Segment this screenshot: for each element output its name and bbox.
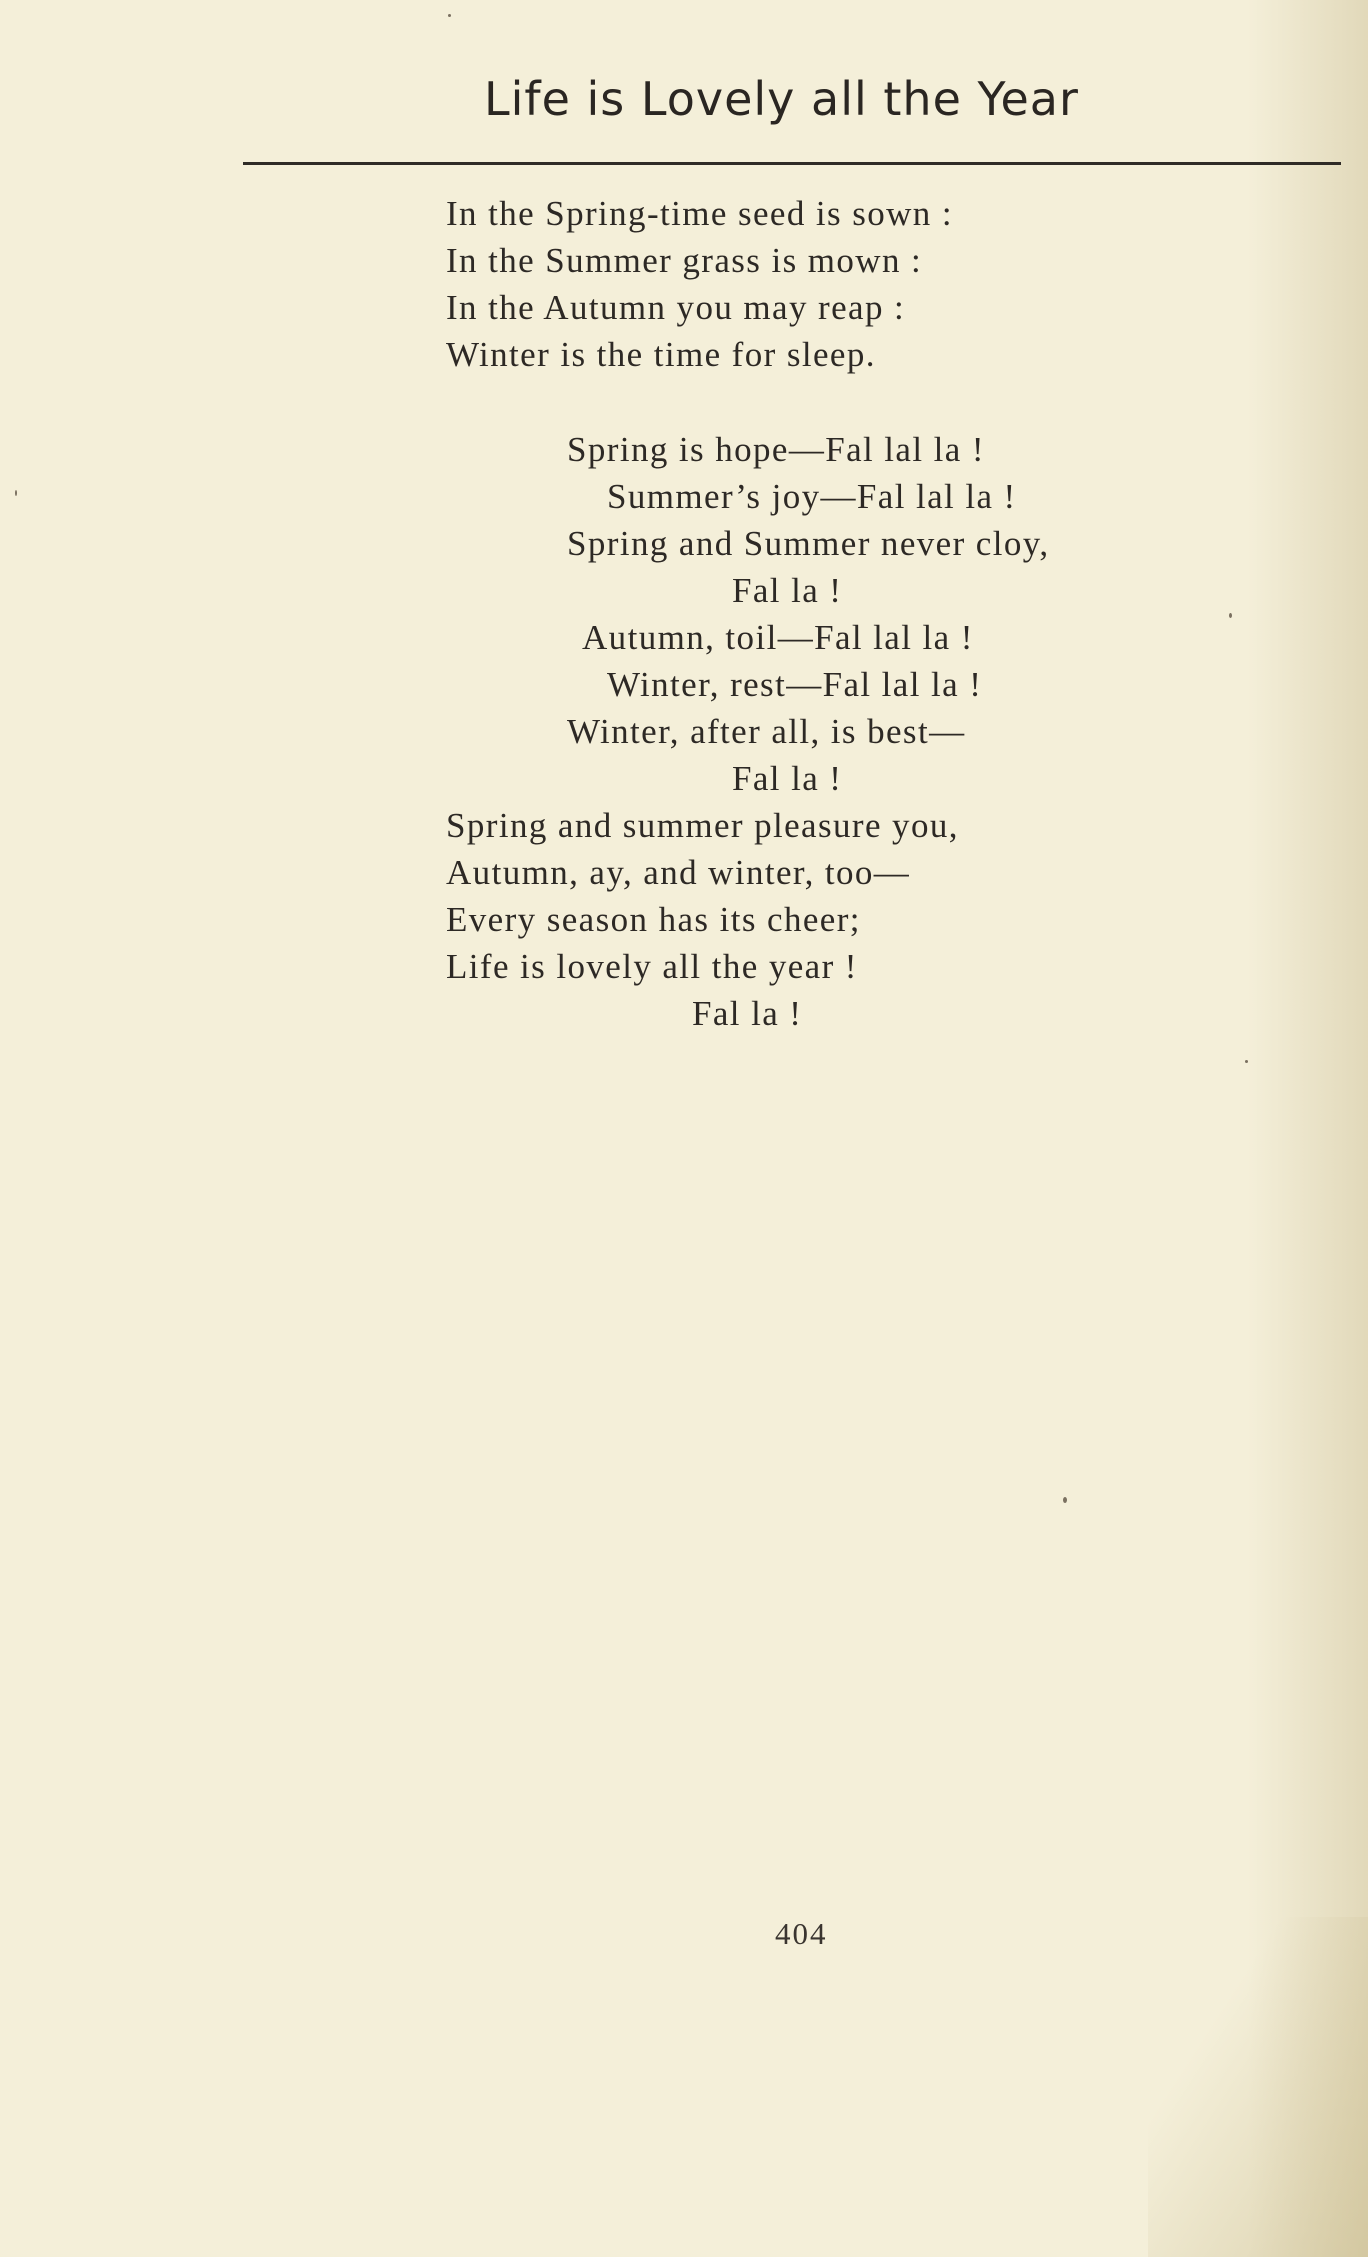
verse-line: Autumn, toil—Fal lal la ! — [582, 618, 974, 657]
verse-line: Fal la ! — [732, 759, 843, 798]
verse-line: Summer’s joy—Fal lal la ! — [607, 477, 1017, 516]
verse-line: Spring and Summer never cloy, — [567, 524, 1050, 563]
page-number: 404 — [775, 1916, 828, 1951]
running-head-title: Life is Lovely all the Year — [484, 72, 1079, 126]
paper-speck — [1229, 613, 1232, 618]
paper-speck — [15, 490, 17, 496]
verse-line: Spring is hope—Fal lal la ! — [567, 430, 985, 469]
header-rule — [243, 162, 1341, 165]
verse-line: Winter, rest—Fal lal la ! — [607, 665, 983, 704]
verse-line: Winter, after all, is best— — [567, 712, 966, 751]
verse-line: Fal la ! — [732, 571, 843, 610]
paper-speck — [1063, 1497, 1067, 1503]
paper-speck — [448, 14, 451, 17]
verse-line: Fal la ! — [692, 994, 803, 1033]
verse-line: In the Autumn you may reap : — [446, 288, 906, 327]
page-corner-shadow — [1148, 1917, 1368, 2257]
verse-line: In the Spring-time seed is sown : — [446, 194, 953, 233]
verse-line: Autumn, ay, and winter, too— — [446, 853, 911, 892]
verse-line: Every season has its cheer; — [446, 900, 861, 939]
verse-line: In the Summer grass is mown : — [446, 241, 923, 280]
verse-line: Spring and summer pleasure you, — [446, 806, 959, 845]
verse-line: Winter is the time for sleep. — [446, 335, 876, 374]
verse-line: Life is lovely all the year ! — [446, 947, 858, 986]
paper-speck — [1245, 1060, 1248, 1063]
